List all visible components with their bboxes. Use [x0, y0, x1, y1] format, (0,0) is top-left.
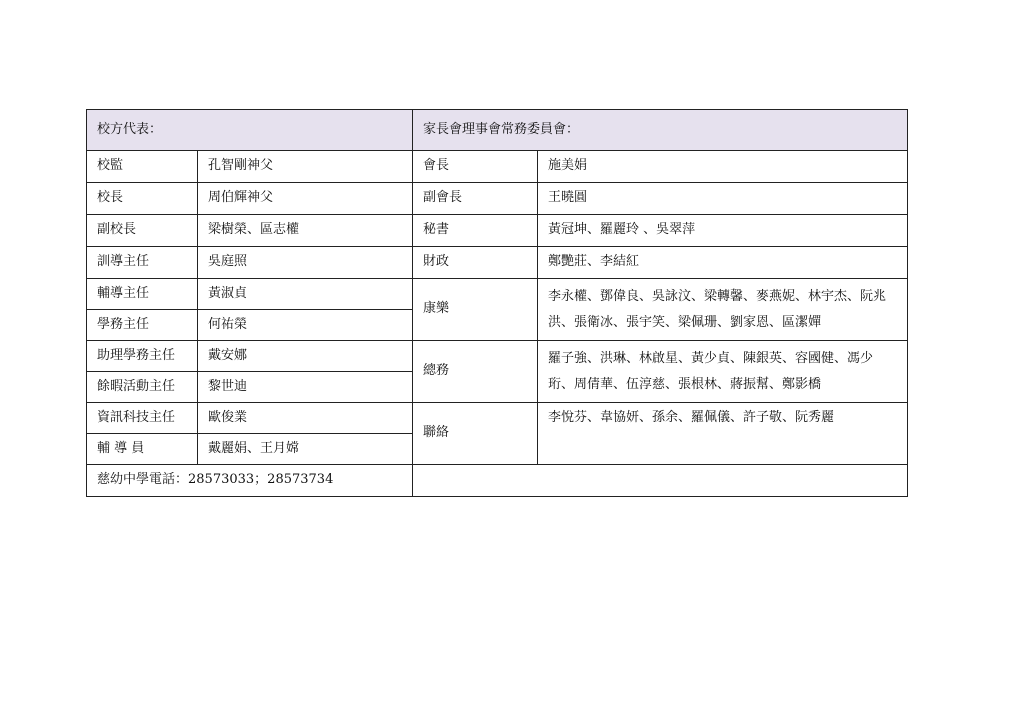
- parent-role-cell: 秘書: [413, 215, 538, 247]
- table-row: [87, 247, 908, 279]
- school-role-cell: 輔 導 員: [87, 434, 198, 465]
- school-role-cell: 副校長: [87, 215, 198, 247]
- parents-committee-header: 家長會理事會常務委員會：: [413, 110, 908, 151]
- parent-name-cell: 施美娟: [538, 151, 908, 183]
- parent-name-cell: 鄭艷莊、李結紅: [538, 247, 908, 279]
- school-name-cell: 戴麗娟、王月嫦: [198, 434, 413, 465]
- school-name-cell: 吳庭照: [198, 247, 413, 279]
- school-name-cell: 歐俊業: [198, 403, 413, 434]
- school-name-cell: 戴安娜: [198, 341, 413, 372]
- table-row: [87, 151, 908, 183]
- committee-table: [86, 109, 908, 497]
- school-role-cell: 助理學務主任: [87, 341, 198, 372]
- parent-name-cell: 王曉圓: [538, 183, 908, 215]
- school-role-cell: 訓導主任: [87, 247, 198, 279]
- parent-role-cell: 聯絡: [413, 403, 538, 465]
- parent-role-cell: 副會長: [413, 183, 538, 215]
- school-role-cell: 校長: [87, 183, 198, 215]
- table-footer-row: [87, 465, 908, 497]
- school-name-cell: 黎世迪: [198, 372, 413, 403]
- empty-footer-cell: [413, 465, 908, 497]
- school-role-cell: 校監: [87, 151, 198, 183]
- table-row: [87, 341, 908, 372]
- parent-role-cell: 總務: [413, 341, 538, 403]
- school-role-cell: 資訊科技主任: [87, 403, 198, 434]
- parent-role-cell: 康樂: [413, 279, 538, 341]
- school-name-cell: 周伯輝神父: [198, 183, 413, 215]
- school-phone-cell: 慈幼中學電話：28573033；28573734: [87, 465, 413, 497]
- school-role-cell: 學務主任: [87, 310, 198, 341]
- school-name-cell: 孔智剛神父: [198, 151, 413, 183]
- table-row: [87, 215, 908, 247]
- parent-name-cell: 李永權、鄧偉良、吳詠汶、梁轉馨、麥燕妮、林宇杰、阮兆洪、張衛冰、張宇笑、梁佩珊、劉家恩、區潔嬋: [538, 279, 908, 341]
- school-role-cell: 餘暇活動主任: [87, 372, 198, 403]
- table-header-row: [87, 110, 908, 151]
- school-representatives-header: 校方代表：: [87, 110, 413, 151]
- school-name-cell: 梁樹榮、區志權: [198, 215, 413, 247]
- table-row: [87, 183, 908, 215]
- school-name-cell: 黃淑貞: [198, 279, 413, 310]
- table-row: [87, 403, 908, 434]
- parent-role-cell: 財政: [413, 247, 538, 279]
- school-role-cell: 輔導主任: [87, 279, 198, 310]
- school-name-cell: 何祐榮: [198, 310, 413, 341]
- parent-name-cell: 李悅芬、韋協妍、孫余、羅佩儀、許子敬、阮秀麗: [538, 403, 908, 465]
- parent-name-cell: 羅子強、洪琳、林啟星、黃少貞、陳銀英、容國健、馮少珩、周倩華、伍淳慈、張根林、蔣振幫、鄭影橋: [538, 341, 908, 403]
- table-row: [87, 279, 908, 310]
- parent-role-cell: 會長: [413, 151, 538, 183]
- parent-name-cell: 黃冠坤、羅麗玲 、吳翠萍: [538, 215, 908, 247]
